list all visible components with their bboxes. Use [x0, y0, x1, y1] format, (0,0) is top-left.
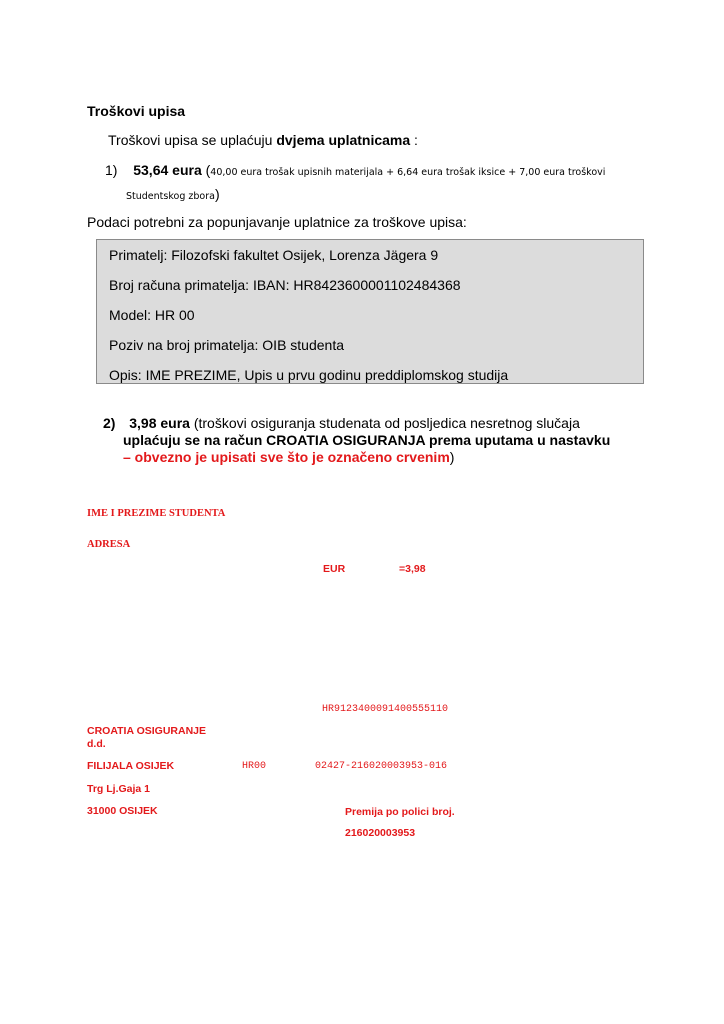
form-adresa-label: ADRESA [87, 539, 131, 550]
item2-amount: 3,98 eura [129, 415, 190, 431]
form-city: 31000 OSIJEK [87, 805, 158, 817]
intro-bold: dvjema uplatnicama [276, 132, 411, 148]
section-heading: Troškovi upisa [87, 103, 186, 119]
item1-detail-line2: Studentskog zbora [126, 191, 215, 202]
podaci-heading: Podaci potrebni za popunjavanje uplatnice za troškove upisa: [87, 214, 467, 230]
intro-suffix: : [410, 132, 418, 148]
payment-details-box [96, 239, 644, 384]
form-model: HR00 [242, 761, 267, 772]
item1-number: 1) [105, 162, 118, 178]
payment-item-1-cont [126, 186, 220, 202]
form-policy-number: 216020003953 [345, 827, 416, 839]
box-row-poziv: Poziv na broj primatelja: OIB studenta [109, 337, 345, 353]
payment-item-2 [103, 415, 643, 466]
item2-text1: (troškovi osiguranja studenata od posljedica nesretnog slučaja [189, 415, 580, 431]
form-street: Trg Lj.Gaja 1 [87, 783, 151, 795]
item2-number: 2) [103, 415, 116, 431]
item1-detail-line1: 40,00 eura trošak upisnih materijala + 6,64 eura trošak iksice + 7,00 eura troškovi [210, 167, 606, 178]
form-iban: HR9123400091400555110 [322, 704, 449, 715]
box-row-primatelj: Primatelj: Filozofski fakultet Osijek, Lorenza Jägera 9 [109, 247, 439, 263]
item2-bold-text: uplaćuju se na račun CROATIA OSIGURANJA prema uputama u nastavku [123, 432, 611, 448]
form-premium-label: Premija po polici broj. [345, 806, 455, 818]
form-currency: EUR [323, 563, 346, 575]
item1-open-paren: ( [201, 162, 211, 178]
intro-line [108, 132, 418, 148]
form-recipient-line2: d.d. [87, 738, 106, 750]
box-row-model: Model: HR 00 [109, 307, 195, 323]
box-row-opis: Opis: IME PREZIME, Upis u prvu godinu preddiplomskog studija [109, 367, 509, 383]
item1-amount: 53,64 eura [133, 162, 202, 178]
payment-item-1 [105, 162, 605, 178]
item2-close: ) [449, 449, 455, 465]
form-reference: 02427-216020003953-016 [315, 761, 448, 772]
form-ime-label: IME I PREZIME STUDENTA [87, 508, 226, 519]
box-row-iban: Broj računa primatelja: IBAN: HR8423600001102484368 [109, 277, 461, 293]
item1-close-paren: ) [214, 186, 220, 202]
item2-red-text: – obvezno je upisati sve što je označeno crvenim [123, 449, 450, 465]
intro-prefix: Troškovi upisa se uplaćuju [108, 132, 277, 148]
form-recipient-line1: CROATIA OSIGURANJE [87, 725, 207, 737]
form-amount: =3,98 [399, 563, 426, 575]
form-branch: FILIJALA OSIJEK [87, 760, 175, 772]
